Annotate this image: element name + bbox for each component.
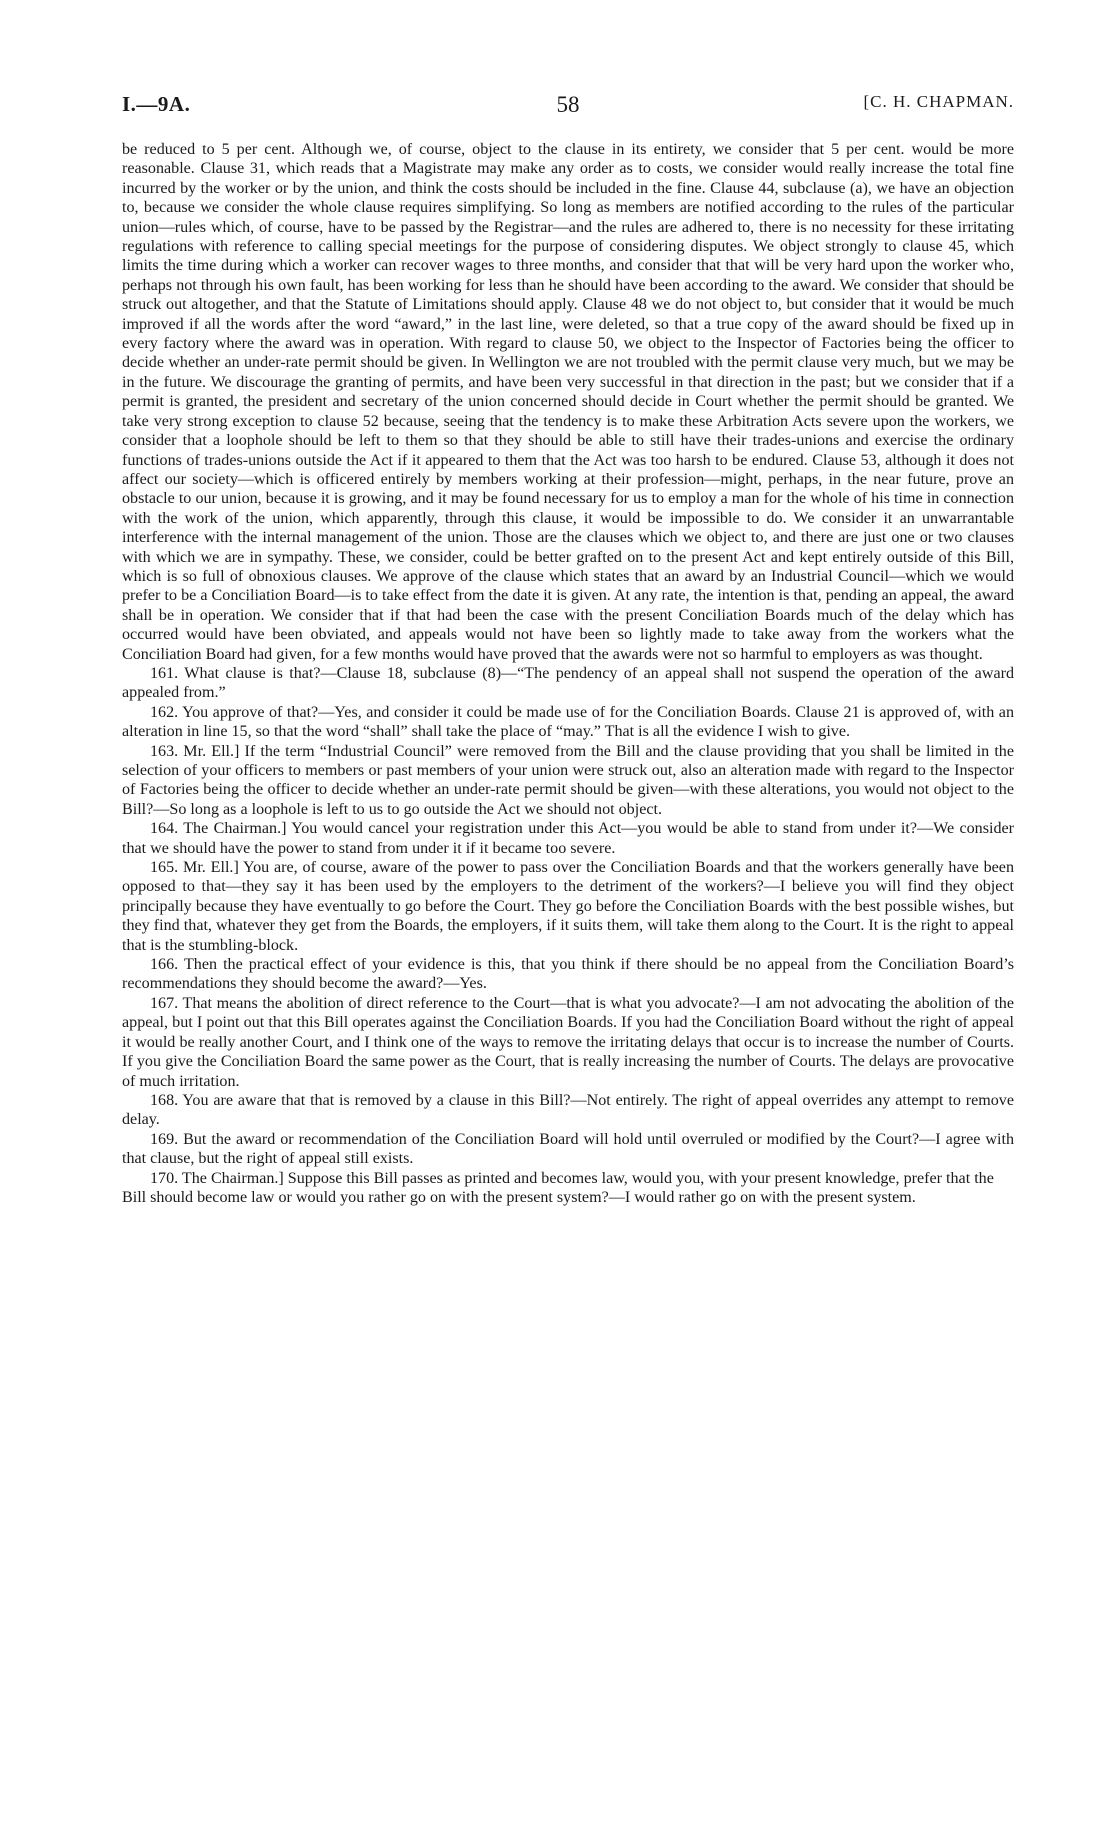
paragraph-q161: 161. What clause is that?—Clause 18, subclause (8)—“The pendency of an appeal shall not suspend the operation of the award appealed from.” [122,664,1014,702]
paragraph-continuation: be reduced to 5 per cent. Although we, of course, object to the clause in its entirety, we consider that 5 per cent. would be more reasonable. Clause 31, which reads that a Magistrate may make any order as to costs, we consider would really increase the total fine incurred by the worker or by the union, and think the costs should be included in the fine. Clause 44, subclause (a), we have an objection to, because we consider the whole clause requires simplifying. So long as members are notified according to the rules of the particular union—rules which, of course, have to be passed by the Registrar—and the rules are adhered to, there is no necessity for these irritating regulations with reference to calling special meetings for the purpose of considering disputes. We object strongly to clause 45, which limits the time during which a worker can recover wages to three months, and consider that that will be very hard upon the worker who, perhaps not through his own fault, has been working for less than he should have been according to the award. We consider that should be struck out altogether, and that the Statute of Limitations should apply. Clause 48 we do not object to, but consider that it would be much improved if all the words after the word “award,” in the last line, were deleted, so that a true copy of the award should be fixed up in every factory where the award was in operation. With regard to clause 50, we object to the Inspector of Factories being the officer to decide whether an under-rate permit should be given. In Wellington we are not troubled with the permit clause very much, but we may be in the future. We discourage the granting of permits, and have been very successful in that direction in the past; but we consider that if a permit is granted, the president and secretary of the union concerned should decide in Court whether the permit should be granted. We take very strong exception to clause 52 because, seeing that the tendency is to make these Arbitration Acts severe upon the workers, we consider that a loophole should be left to them so that they should be able to still have their trades-unions and exercise the ordinary functions of trades-unions outside the Act if it appeared to them that the Act was too harsh to be endured. Clause 53, although it does not affect our society—which is officered entirely by members working at their profession—might, perhaps, in the near future, prove an obstacle to our union, because it is growing, and it may be found necessary for us to employ a man for the whole of his time in connection with the work of the union, which apparently, through this clause, it would be impossible to do. We consider it an unwarrantable interference with the internal management of the union. Those are the clauses which we object to, and there are just one or two clauses with which we are in sympathy. These, we consider, could be better grafted on to the present Act and kept entirely outside of this Bill, which is so full of obnoxious clauses. We approve of the clause which states that an award by an Industrial Council—which we would prefer to be a Conciliation Board—is to take effect from the date it is given. At any rate, the intention is that, pending an appeal, the award shall be in operation. We consider that if that had been the case with the present Conciliation Boards much of the delay which has occurred would have been obviated, and appeals would not have been so lightly made to take away from the workers what the Conciliation Board had given, for a few months would have proved that the awards were not so harmful to employers as was thought. [122,141,1014,663]
document-page [122,92,1014,1207]
document-body [122,140,1014,1207]
paragraph-q170: 170. The Chairman.] Suppose this Bill passes as printed and becomes law, would you, with your present knowledge, prefer that the Bill should become law or would you rather go on with the present system?—I would rather go on with the present system. [122,1169,994,1206]
paper-reference: I.—9A. [122,92,191,116]
paragraph-q164: 164. The Chairman.] You would cancel your registration under this Act—you would be able to stand from under it?—We consider that we should have the power to stand from under it if it became too severe. [122,820,1014,857]
page-number: 58 [556,92,580,117]
witness-name: [C. H. CHAPMAN. [863,92,1014,111]
page-header [122,92,1014,126]
paragraph-q166: 166. Then the practical effect of your evidence is this, that you think if there should be no appeal from the Conciliation Board’s recommendations they should become the award?—Yes. [122,956,1014,993]
paragraph-q168: 168. You are aware that that is removed by a clause in this Bill?—Not entirely. The right of appeal overrides any attempt to remove delay. [122,1091,1014,1129]
paragraph-q165: 165. Mr. Ell.] You are, of course, aware of the power to pass over the Conciliation Boards and that the workers generally have been opposed to that—they say it has been used by the employers to the detriment of the workers?—I believe you will find they object principally because they have eventually to go before the Court. They go before the Conciliation Boards with the best possible wishes, but they find that, whatever they get from the Boards, the employers, if it suits them, will take them along to the Court. It is the right to appeal that is the stumbling-block. [122,859,1014,954]
paragraph-q162: 162. You approve of that?—Yes, and consider it could be made use of for the Conciliation Boards. Clause 21 is approved of, with an alteration in line 15, so that the word “shall” shall take the place of “may.” That is all the evidence I wish to give. [122,703,1014,741]
paragraph-q167: 167. That means the abolition of direct reference to the Court—that is what you advocate?—I am not advocating the abolition of the appeal, but I point out that this Bill operates against the Conciliation Boards. If you had the Conciliation Board without the right of appeal it would be really another Court, and I think one of the ways to remove the irritating delays that occur is to increase the number of Courts. If you give the Conciliation Board the same power as the Court, that is really increasing the number of Courts. The delays are provocative of much irritation. [122,994,1014,1090]
paragraph-q169: 169. But the award or recommendation of the Conciliation Board will hold until overruled or modified by the Court?—I agree with that clause, but the right of appeal still exists. [122,1130,1014,1168]
paragraph-q163: 163. Mr. Ell.] If the term “Industrial Council” were removed from the Bill and the clause providing that you shall be limited in the selection of your officers to members or past members of your union were struck out, also an alteration made with regard to the Inspector of Factories being the officer to decide whether an under-rate permit should be given—with these alterations, you would not object to the Bill?—So long as a loophole is left to us to go outside the Act we should not object. [122,742,1014,818]
